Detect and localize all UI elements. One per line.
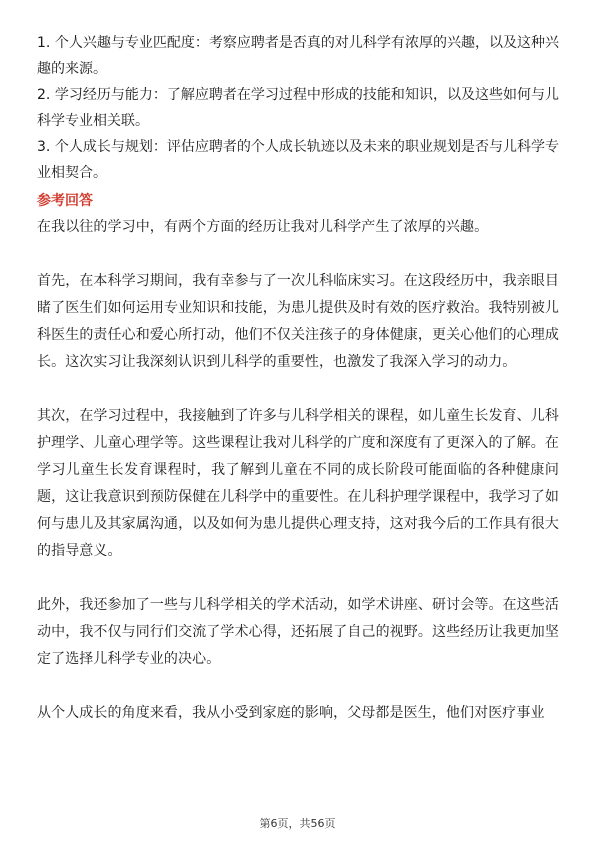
answer-paragraph-additional: 此外，我还参加了一些与儿科学相关的学术活动，如学术讲座、研讨会等。在这些活动中，我不仅与同行们交流了学术心得，还拓展了自己的视野。这些经历让我更加坚定了选择儿科学专业的决心。 (37, 597, 559, 667)
list-item-growth-plan: 3. 个人成长与规划：评估应聘者的个人成长轨迹以及未来的职业规划是否与儿科学专业相契合。 (37, 139, 559, 181)
list-item-interest: 1. 个人兴趣与专业匹配度：考察应聘者是否真的对儿科学有浓厚的兴趣，以及这种兴趣的来源。 (37, 35, 559, 77)
list-item-study-experience: 2. 学习经历与能力：了解应聘者在学习过程中形成的技能和知识，以及这些如何与儿科学专业相关联。 (37, 87, 559, 129)
answer-paragraph-personal: 从个人成长的角度来看，我从小受到家庭的影响，父母都是医生，他们对医疗事业 (37, 705, 545, 721)
answer-heading: 参考回答 (37, 193, 93, 209)
answer-paragraph-first: 首先，在本科学习期间，我有幸参与了一次儿科临床实习。在这段经历中，我亲眼目睹了医生们如何运用专业知识和技能，为患儿提供及时有效的医疗救治。我特别被儿科医生的责任心和爱心所打动，他们不仅关注孩子的身体健康，更关心他们的心理成长。这次实习让我深刻认识到儿科学的重要性，也激发了我深入学习的动力。 (37, 273, 559, 370)
page-content (37, 30, 559, 754)
answer-paragraph-intro: 在我以往的学习中，有两个方面的经历让我对儿科学产生了浓厚的兴趣。 (37, 219, 489, 235)
page-number: 第6页，共56页 (259, 817, 336, 830)
answer-paragraph-second: 其次，在学习过程中，我接触到了许多与儿科学相关的课程，如儿童生长发育、儿科护理学、儿童心理学等。这些课程让我对儿科学的广度和深度有了更深入的了解。在学习儿童生长发育课程时，我了解到儿童在不同的成长阶段可能面临的各种健康问题，这让我意识到预防保健在儿科学中的重要性。在儿科护理学课程中，我学习了如何与患儿及其家属沟通，以及如何为患儿提供心理支持，这对我今后的工作具有很大的指导意义。 (37, 408, 559, 559)
